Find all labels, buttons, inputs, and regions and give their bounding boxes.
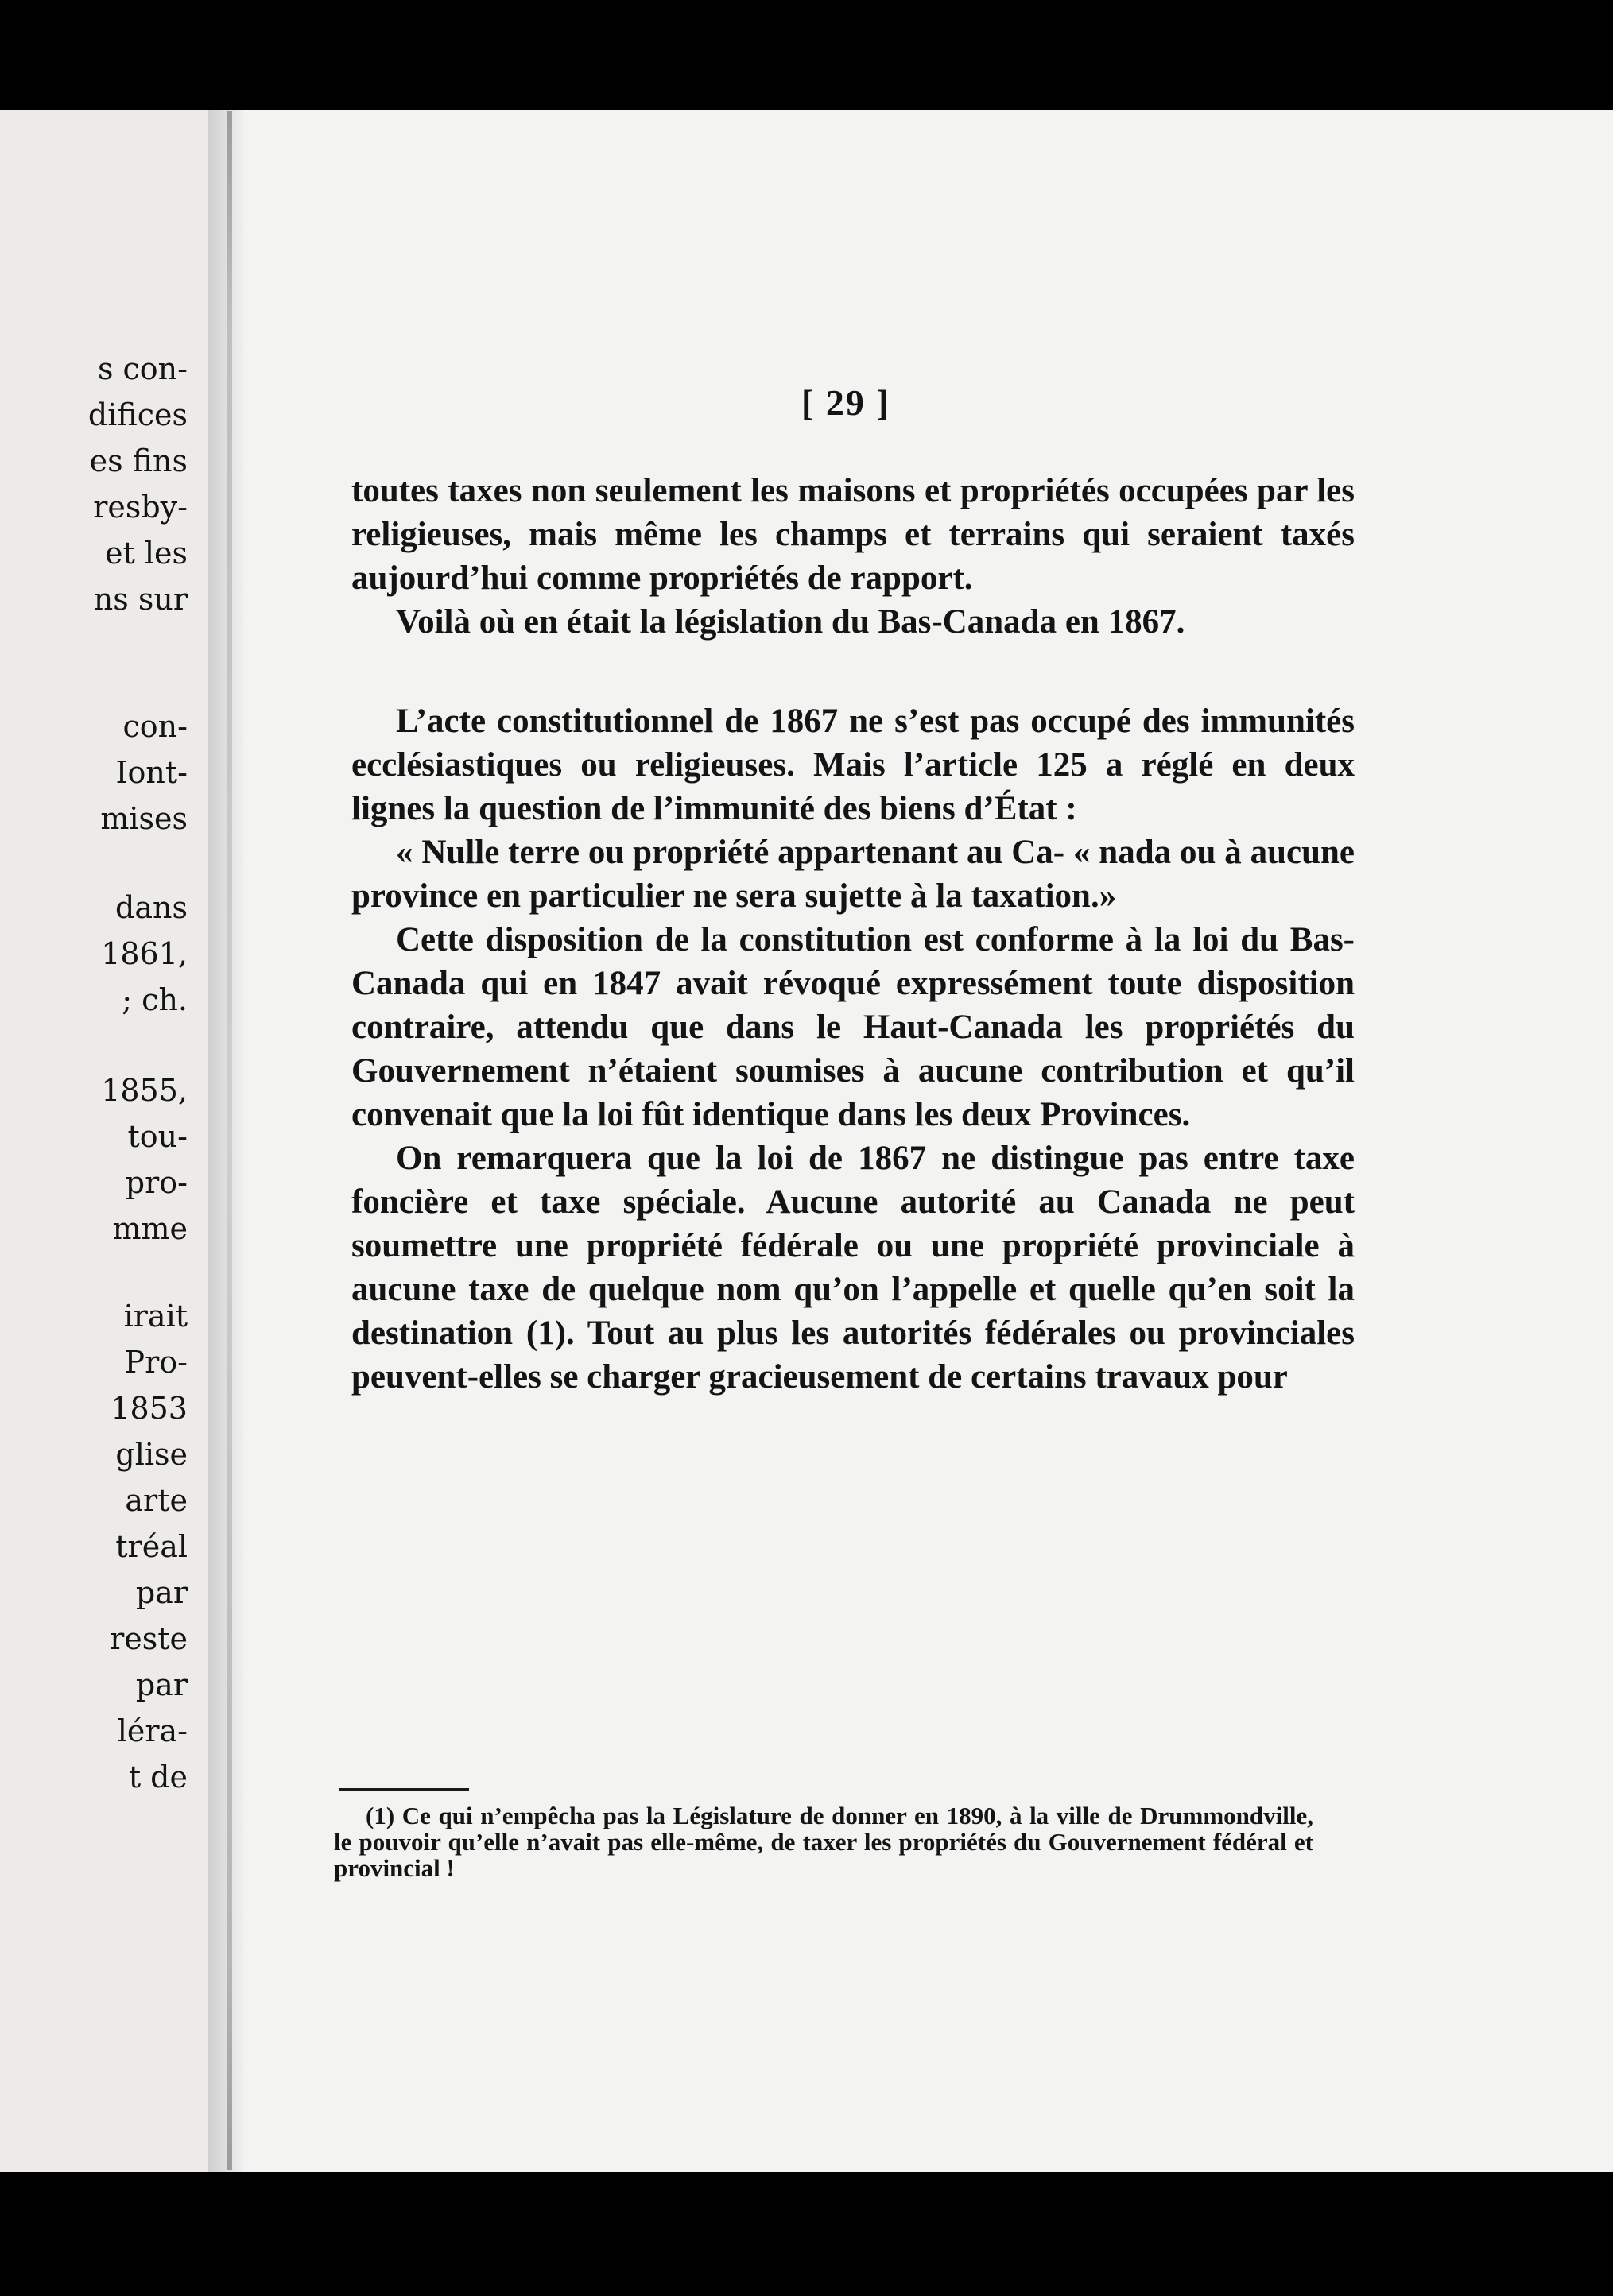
left-page-line: es fins: [89, 443, 188, 478]
left-page-line: dans: [115, 890, 188, 925]
left-page-line: 1853: [111, 1391, 188, 1426]
paragraph: Cette disposition de la constitution est conforme à la loi du Bas-Canada qui en 1847 avait révoqué expressément toute disposition contraire, attendu que dans le Haut-Canada les propriétés du Gouvernement n’étaient soumises à aucune contribution et qu’il convenait que la loi fût identique dans les deux Provinces.: [351, 921, 1355, 1133]
gutter-shadow: [227, 111, 232, 2170]
footnote-divider: [339, 1788, 469, 1791]
left-page-line: Iont-: [115, 755, 188, 790]
left-page-line: par: [135, 1575, 188, 1610]
left-page-line: con-: [122, 709, 188, 744]
left-page: [0, 110, 208, 2172]
left-page-line: par: [135, 1667, 188, 1702]
page-number: [ 29 ]: [801, 382, 890, 423]
left-page-line: ns sur: [93, 582, 188, 617]
left-page-line: t de: [128, 1760, 188, 1795]
body-text: [351, 469, 1355, 1399]
left-page-line: pro-: [125, 1165, 188, 1200]
left-page-line: difices: [87, 397, 188, 432]
left-page-line: et les: [105, 536, 188, 571]
paragraph: Voilà où en était la législation du Bas-Canada en 1867.: [396, 603, 1185, 641]
left-page-line: glise: [115, 1437, 188, 1472]
left-page-line: arte: [125, 1483, 188, 1518]
left-page-line: mme: [112, 1211, 188, 1246]
paragraph: toutes taxes non seulement les maisons et propriétés occupées par les religieuses, mais même les champs et terrains qui seraient taxés aujourd’hui comme propriétés de rapport.: [351, 472, 1355, 597]
left-page-line: mises: [100, 801, 188, 836]
left-page-line: reste: [110, 1621, 188, 1656]
left-page-line: s con-: [97, 351, 188, 386]
left-page-line: resby-: [93, 490, 188, 525]
quotation: « Nulle terre ou propriété appartenant au Ca- « nada ou à aucune province en particulier ne sera sujette à la taxation.»: [351, 834, 1355, 915]
left-page-line: ; ch.: [122, 982, 188, 1017]
paragraph: On remarquera que la loi de 1867 ne distingue pas entre taxe foncière et taxe spéciale. Aucune autorité au Canada ne peut soumettre une propriété fédérale ou une propriété provinciale à aucune taxe de quelque nom qu’on l’appelle et quelle qu’en soit la destination (1). Tout au plus les autorités fédérales ou provinciales peuvent-elles se charger gracieusement de certains travaux pour: [351, 1140, 1355, 1396]
left-page-line: 1855,: [101, 1073, 188, 1108]
left-page-line: irait: [123, 1299, 188, 1334]
footnote: (1) Ce qui n’empêcha pas la Législature de donner en 1890, à la ville de Drummondville, le pouvoir qu’elle n’avait pas elle-même, de taxer les propriétés du Gouvernement fédéral et provincial !: [334, 1802, 1313, 1882]
left-page-line: Pro-: [124, 1345, 188, 1380]
left-page-line: léra-: [117, 1713, 188, 1748]
paragraph: L’acte constitutionnel de 1867 ne s’est pas occupé des immunités ecclésiastiques ou religieuses. Mais l’article 125 a réglé en deux lignes la question de l’immunité des biens d’État :: [351, 703, 1355, 827]
left-page-line: tou-: [127, 1119, 188, 1154]
left-page-line: 1861,: [101, 936, 188, 971]
left-page-line: tréal: [115, 1529, 188, 1564]
